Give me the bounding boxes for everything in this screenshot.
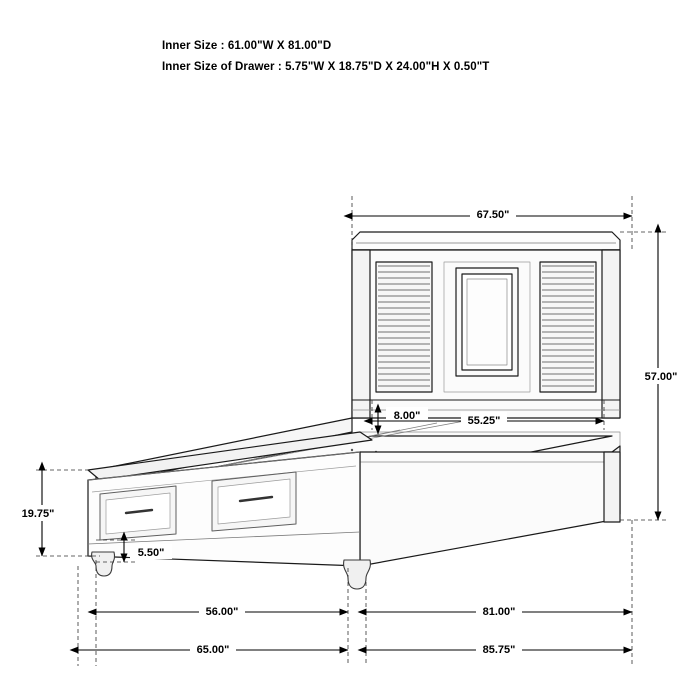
dim-bed-length [366,603,632,618]
footboard-storage [88,432,372,589]
louver-slats-right [542,266,594,386]
dim-label-headboard-width: 67.50" [476,209,510,221]
louver-slats-left [378,266,430,386]
dim-headboard-width [352,206,632,221]
dim-label-bed-length: 81.00" [482,606,516,618]
dim-label-rail-height: 8.00" [393,410,421,422]
headboard [352,232,620,418]
dim-label-overall-front: 65.00" [196,644,230,656]
dim-label-headboard-height: 57.00" [644,371,678,383]
dim-label-footboard-height: 19.75" [21,508,55,520]
dim-overall-length [366,641,632,656]
dim-storage-length [96,603,348,618]
bed-illustration [88,232,620,589]
dim-label-inner-width: 55.25" [467,415,501,427]
dim-overall-front [78,641,348,656]
dim-label-overall-length: 85.75" [482,644,516,656]
inner-size-drawer-note: Inner Size of Drawer : 5.75"W X 18.75"D X 24.00"H X 0.50"T [162,61,490,73]
dim-headboard-height [640,232,682,520]
dim-label-drawer-opening: 5.50" [137,547,165,559]
dim-label-storage-length: 56.00" [205,606,239,618]
inner-size-note: Inner Size : 61.00"W X 81.00"D [162,40,332,52]
dim-footboard-height [14,470,62,556]
